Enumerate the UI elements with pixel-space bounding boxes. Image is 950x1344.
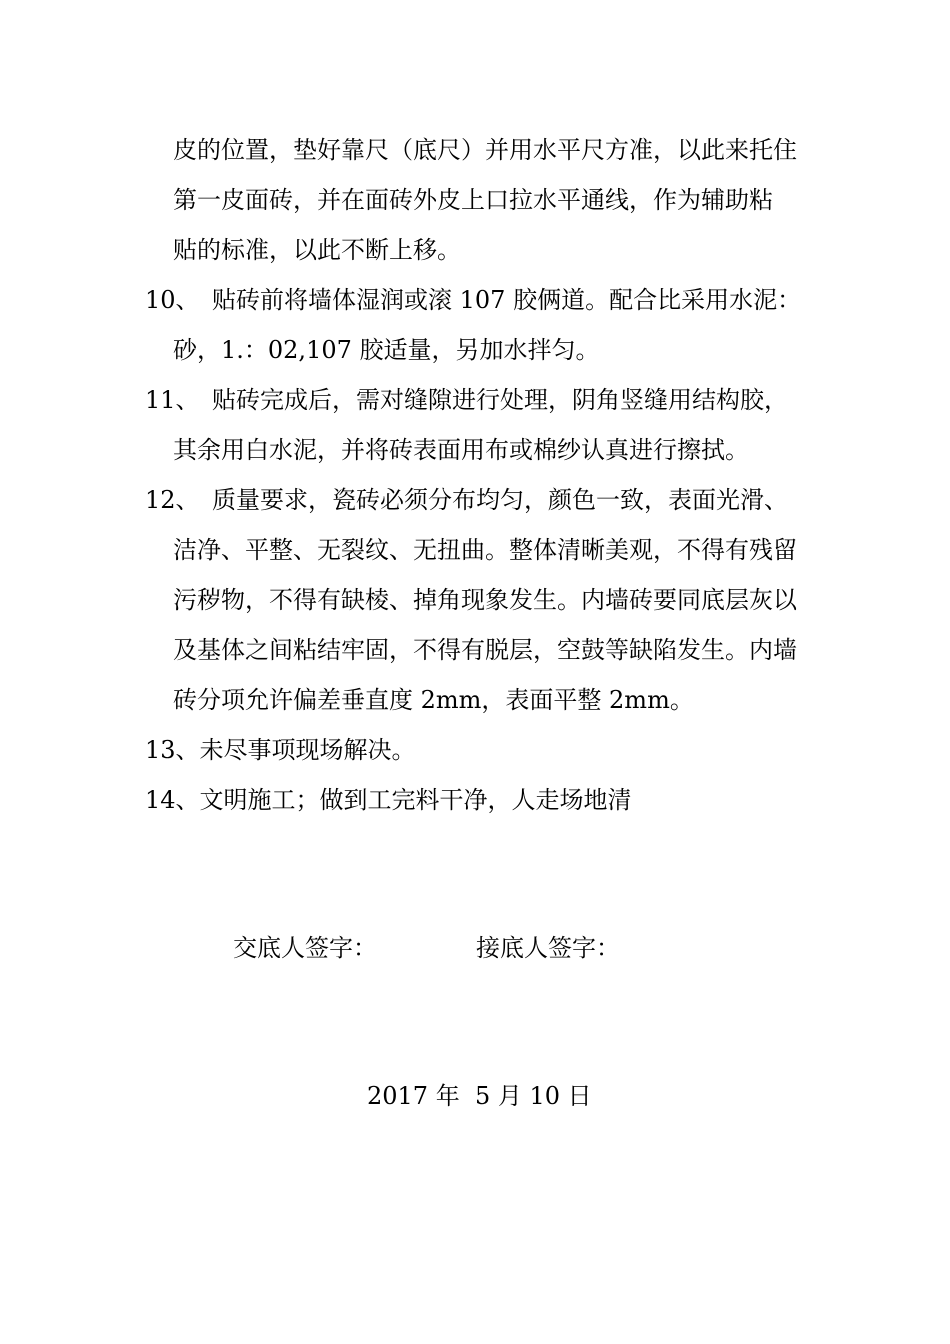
item12-line-5: 砖分项允许偏差垂直度 2mm，表面平整 2mm。: [173, 686, 694, 714]
item9-line-1: 皮的位置，垫好靠尺（底尺）并用水平尺方准，以此来托住: [173, 136, 797, 164]
item12-line-3: 污秽物，不得有缺棱、掉角现象发生。内墙砖要同底层灰以: [173, 586, 797, 614]
document-date: 2017 年 5 月 10 日: [367, 1082, 592, 1110]
handover-signature-label: 交底人签字：: [233, 934, 377, 962]
item12-line-1: 质量要求，瓷砖必须分布均匀，颜色一致，表面光滑、: [212, 486, 788, 514]
item10-number: 10、: [145, 286, 200, 314]
item11-number: 11、: [145, 386, 200, 414]
item11-line-1: 贴砖完成后，需对缝隙进行处理，阴角竖缝用结构胶，: [212, 386, 788, 414]
item14-line: 14、文明施工；做到工完料干净，人走场地清: [145, 786, 632, 814]
item12-line-4: 及基体之间粘结牢固，不得有脱层，空鼓等缺陷发生。内墙: [173, 636, 797, 664]
item13-line: 13、未尽事项现场解决。: [145, 736, 416, 764]
item9-line-3: 贴的标准，以此不断上移。: [173, 236, 461, 264]
item10-line-1: 贴砖前将墙体湿润或滚 107 胶俩道。配合比采用水泥：: [212, 286, 802, 314]
item12-line-2: 洁净、平整、无裂纹、无扭曲。整体清晰美观，不得有残留: [173, 536, 797, 564]
item9-line-2: 第一皮面砖，并在面砖外皮上口拉水平通线，作为辅助粘: [173, 186, 773, 214]
item12-number: 12、: [145, 486, 200, 514]
receiver-signature-label: 接底人签字：: [476, 934, 620, 962]
item11-line-2: 其余用白水泥，并将砖表面用布或棉纱认真进行擦拭。: [173, 436, 749, 464]
item10-line-2: 砂，1.：02,107 胶适量，另加水拌匀。: [173, 336, 600, 364]
